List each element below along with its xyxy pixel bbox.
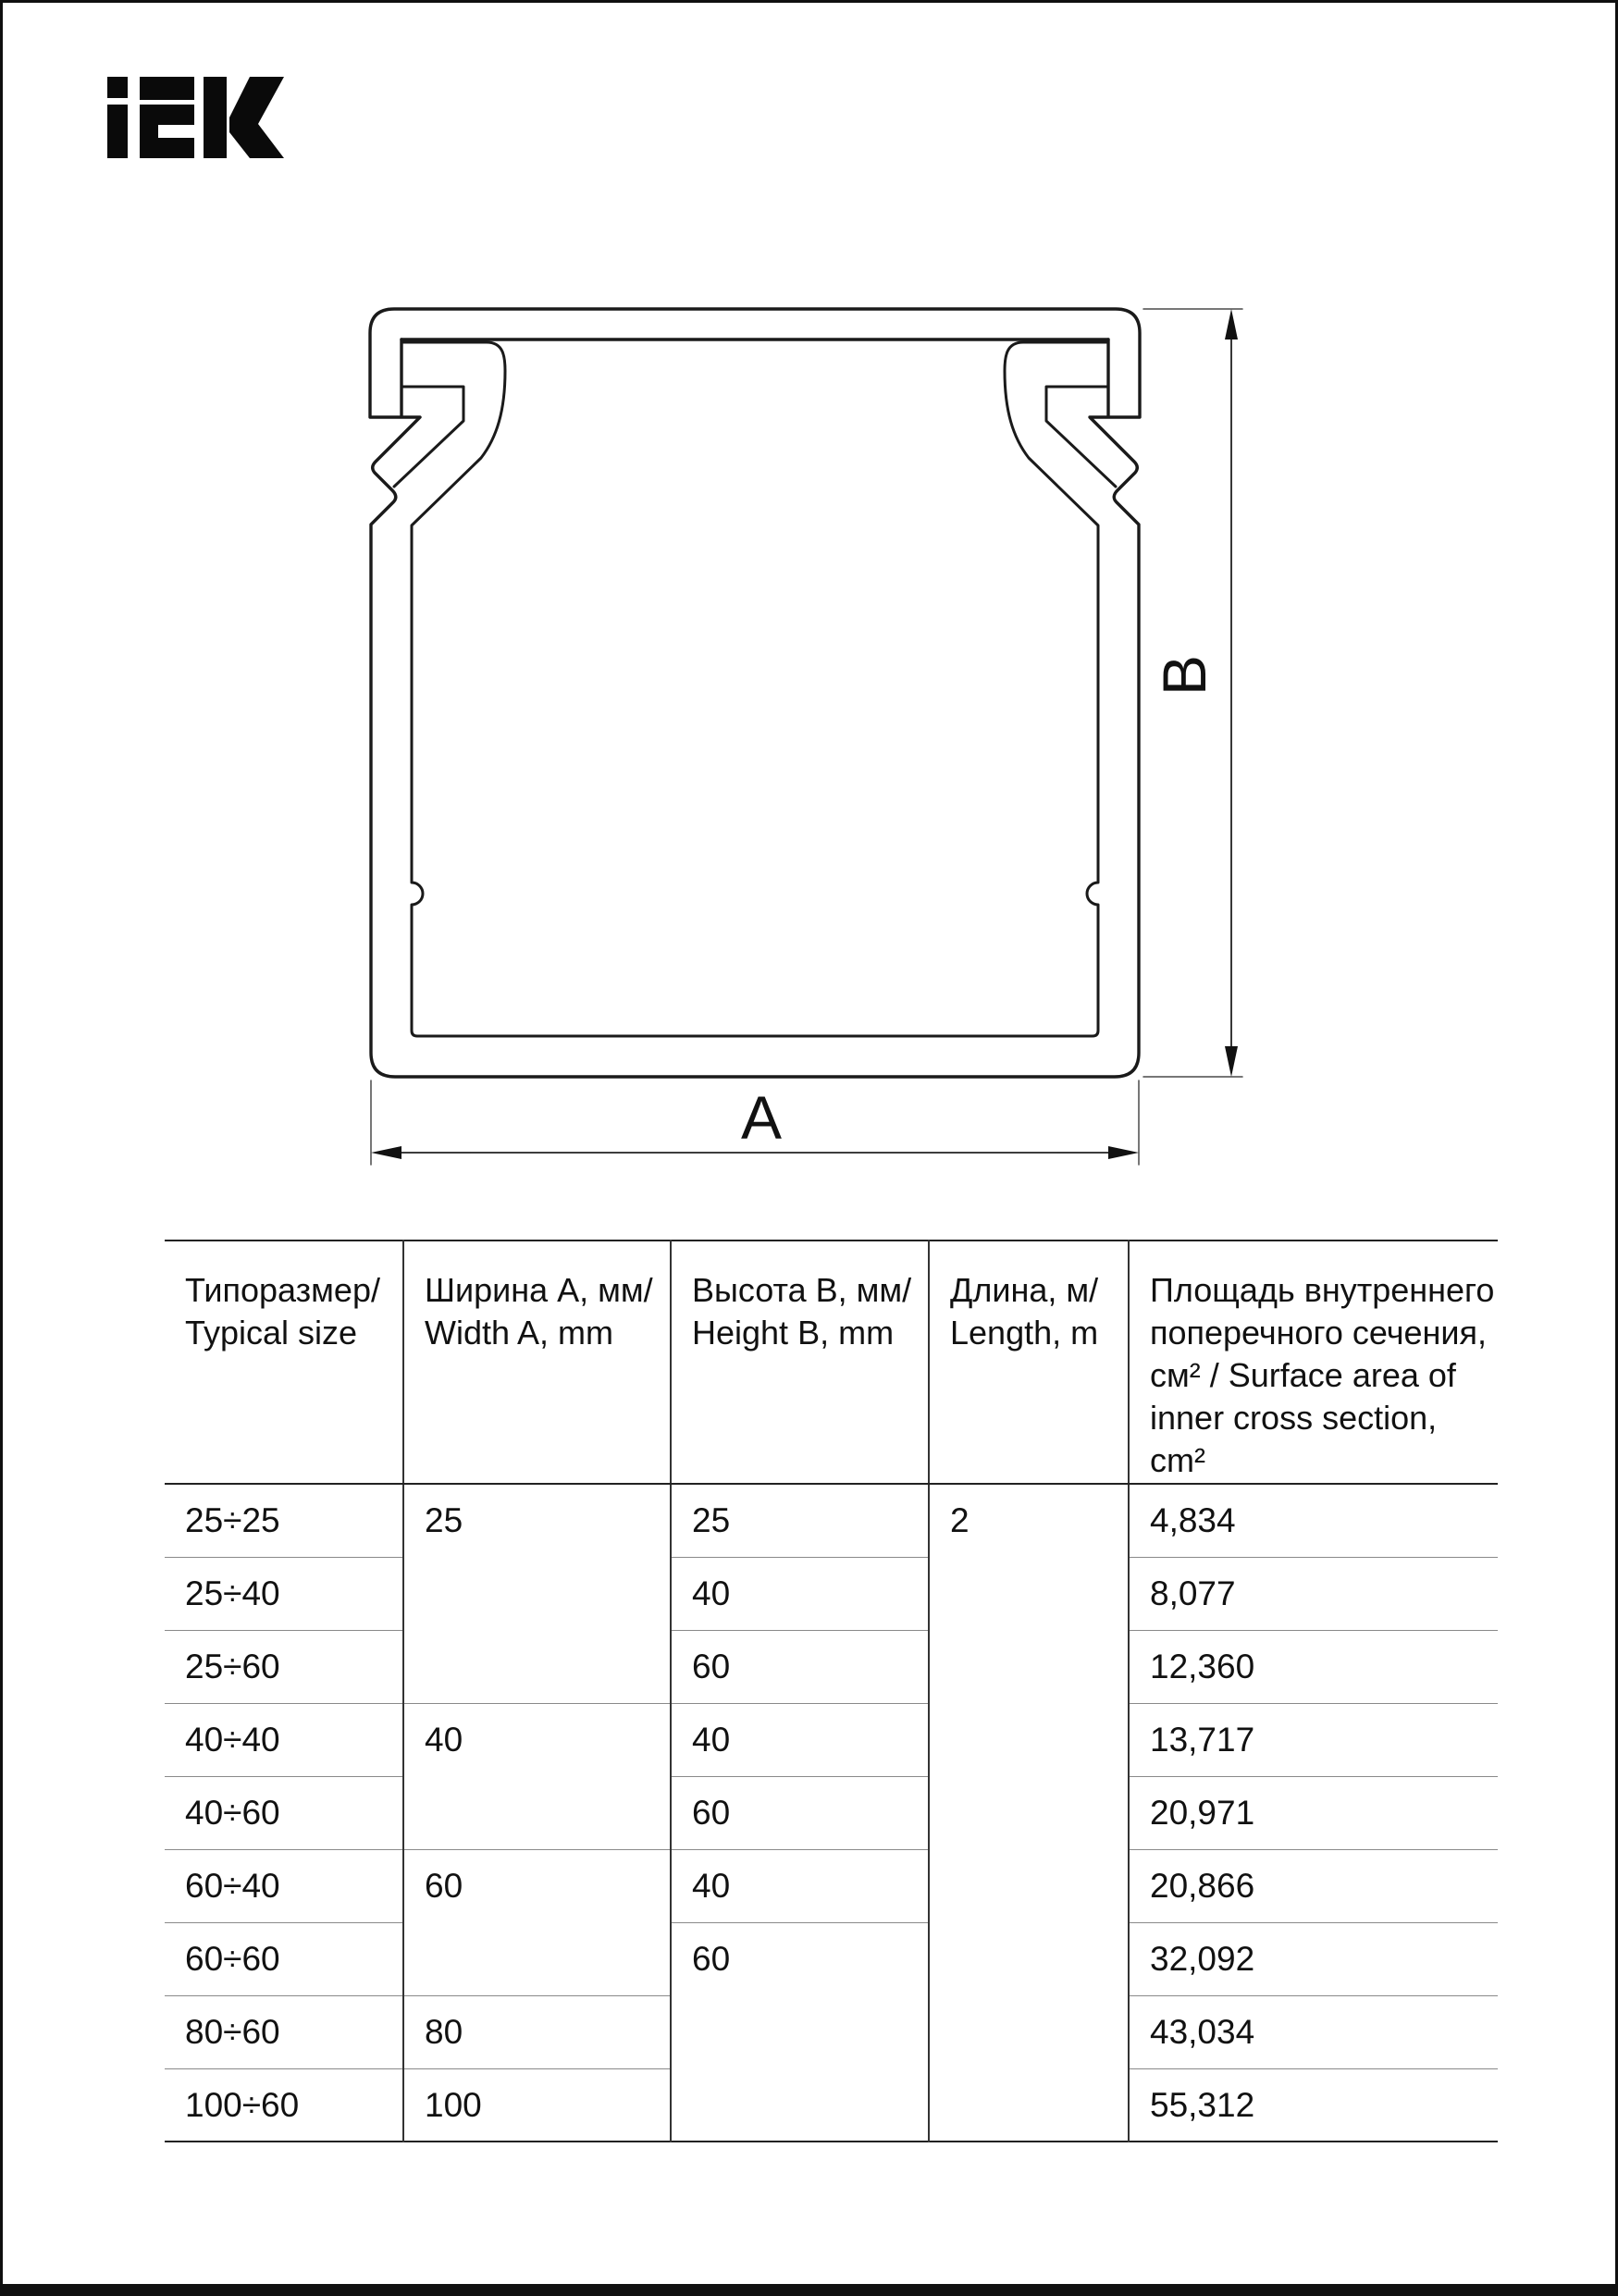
cell-area: 32,092	[1129, 1922, 1498, 1995]
cell-width: 25	[403, 1484, 671, 1703]
logo-k-stem	[204, 77, 227, 158]
logo-e-body	[140, 105, 194, 158]
label-a: A	[740, 1083, 783, 1152]
header-line: Площадь внутреннего	[1150, 1271, 1495, 1309]
header-line: inner cross section,	[1150, 1399, 1438, 1437]
label-b: B	[1150, 654, 1218, 697]
header-row	[165, 1241, 1498, 1484]
cell-area: 8,077	[1129, 1557, 1498, 1630]
logo-i-dot	[107, 77, 128, 98]
header-line: cm²	[1150, 1441, 1205, 1479]
table-row	[165, 1703, 1498, 1776]
col-header-width	[403, 1241, 671, 1484]
cell-length: 2	[929, 1484, 1129, 2142]
header-line: Typical size	[185, 1314, 358, 1352]
col-header-length	[929, 1241, 1129, 1484]
table-row	[165, 1630, 1498, 1703]
header-line: Height B, mm	[692, 1314, 895, 1352]
iek-logo	[107, 77, 284, 158]
cell-size: 60÷60	[165, 1922, 403, 1995]
cell-area: 55,312	[1150, 2085, 1255, 2124]
b-arrow-down	[1225, 1046, 1238, 1077]
header-line: Длина, м/	[950, 1271, 1099, 1309]
cell-size: 25÷25	[165, 1484, 403, 1557]
logo-e-bar	[140, 77, 194, 100]
table-row	[165, 1557, 1498, 1630]
cell-height: 40	[671, 1849, 929, 1922]
cell-size: 25÷60	[165, 1630, 403, 1703]
cell-area: 13,717	[1129, 1703, 1498, 1776]
cell-width: 60	[403, 1849, 671, 1995]
cell-width: 80	[403, 1995, 671, 2068]
cell-width: 40	[403, 1703, 671, 1849]
logo-i-stem	[107, 105, 128, 158]
cell-height: 60	[671, 1776, 929, 1849]
header-line: см² / Surface area of	[1150, 1356, 1456, 1394]
cell-area: 4,834	[1129, 1484, 1498, 1557]
cell-size: 40÷60	[165, 1776, 403, 1849]
cell-size: 80÷60	[165, 1995, 403, 2068]
table-row	[165, 1849, 1498, 1922]
table-row	[165, 1484, 1498, 1557]
header-line: Типоразмер/	[185, 1271, 380, 1309]
header-line: Ширина А, мм/	[425, 1271, 653, 1309]
header-line: поперечного сечения,	[1150, 1314, 1487, 1352]
col-header-area	[1129, 1241, 1498, 1484]
cell-height: 60	[671, 1630, 929, 1703]
cell-area: 12,360	[1129, 1630, 1498, 1703]
a-arrow-left	[371, 1146, 401, 1159]
col-header-height	[671, 1241, 929, 1484]
cell-height: 25	[671, 1484, 929, 1557]
profile-outline	[370, 309, 1140, 1077]
header-line: Высота В, мм/	[692, 1271, 912, 1309]
cell-height: 40	[671, 1703, 929, 1776]
cell-height: 40	[671, 1557, 929, 1630]
cell-area: 43,034	[1129, 1995, 1498, 2068]
cell-height: 60	[671, 1922, 929, 2142]
cell-size: 40÷40	[165, 1703, 403, 1776]
cell-size: 60÷40	[165, 1849, 403, 1922]
b-arrow-up	[1225, 309, 1238, 339]
logo-k-diagonals	[229, 77, 284, 158]
cell-width: 100	[403, 2068, 671, 2142]
cell-area: 20,971	[1129, 1776, 1498, 1849]
cell-size: 100÷60	[165, 2068, 403, 2142]
col-header-size	[165, 1241, 403, 1484]
spec-table	[165, 1240, 1498, 2142]
cell-size: 25÷40	[165, 1557, 403, 1630]
cell-area: 20,866	[1129, 1849, 1498, 1922]
table-row	[165, 1776, 1498, 1849]
header-line: Length, m	[950, 1314, 1099, 1352]
header-line: Width A, mm	[425, 1314, 614, 1352]
duct-drawing	[370, 309, 1242, 1165]
a-arrow-right	[1108, 1146, 1139, 1159]
table-row	[165, 1922, 1498, 1995]
